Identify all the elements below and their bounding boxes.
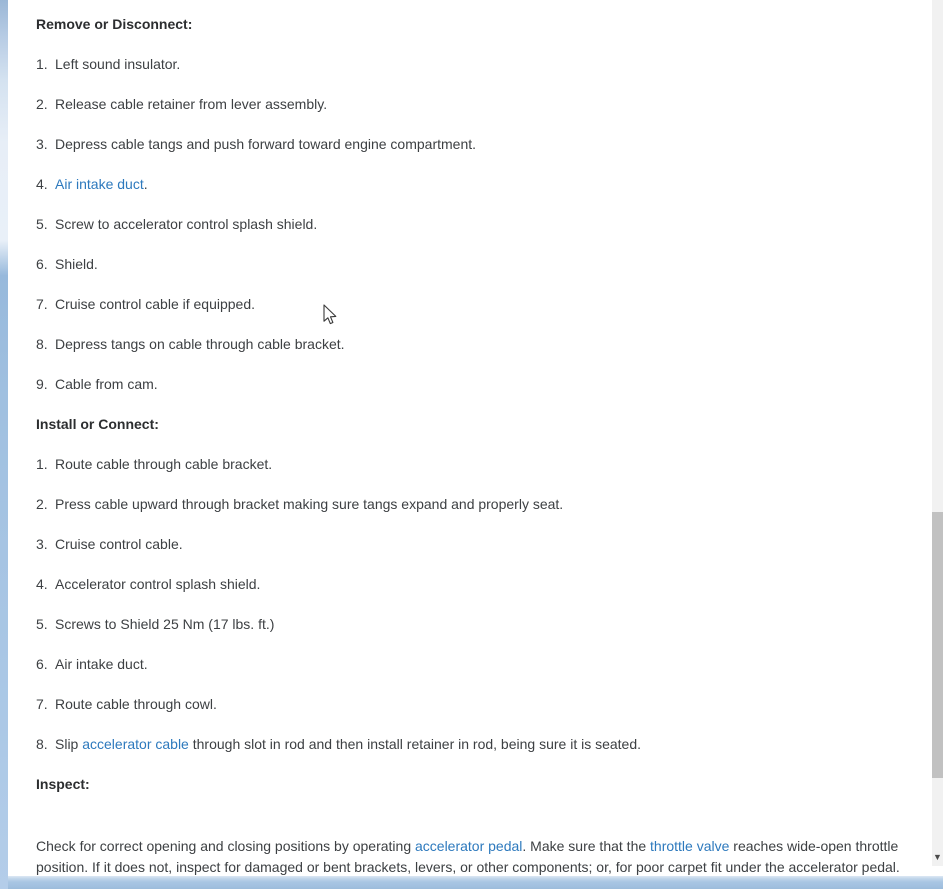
list-item-number: 4. [36, 576, 48, 592]
text-segment: Shield. [55, 256, 98, 272]
list-item-number: 1. [36, 456, 48, 472]
list-item [36, 364, 910, 404]
text-segment: Cruise control cable if equipped. [55, 296, 256, 312]
inline-link[interactable]: accelerator cable [82, 736, 189, 752]
text-segment: Cable from cam. [55, 376, 158, 392]
text-segment: Cruise control cable. [55, 536, 183, 552]
list-item [36, 84, 910, 124]
inspect-paragraph [36, 836, 910, 878]
section-heading: Install or Connect: [36, 416, 159, 432]
text-segment: Left sound insulator. [55, 56, 181, 72]
text-segment: Accelerator control splash shield. [55, 576, 261, 592]
inline-link[interactable]: Air intake duct [55, 176, 144, 192]
text-segment: Air intake duct. [55, 656, 148, 672]
list-item [36, 724, 910, 764]
scrollbar-track[interactable] [932, 0, 943, 866]
list-item [36, 164, 910, 204]
list-item [36, 444, 910, 484]
list-item-number: 2. [36, 96, 48, 112]
list-item-number: 8. [36, 336, 48, 352]
text-segment: Release cable retainer from lever assembly. [55, 96, 328, 112]
list-item-number: 9. [36, 376, 48, 392]
scroll-down-arrow-icon[interactable]: ▼ [933, 852, 942, 862]
text-segment: Depress cable tangs and push forward toward engine compartment. [55, 136, 477, 152]
list-item [36, 284, 910, 324]
list-item [36, 244, 910, 284]
bottom-border-band [0, 876, 943, 889]
list-item-number: 1. [36, 56, 48, 72]
list-item [36, 44, 910, 84]
document-body [8, 0, 932, 878]
list-item [36, 644, 910, 684]
text-segment: . Make sure that the [522, 838, 651, 854]
list-item-number: 6. [36, 656, 48, 672]
scrollbar-thumb[interactable] [932, 512, 943, 778]
text-segment: Depress tangs on cable through cable bracket. [55, 336, 345, 352]
text-segment: through slot in rod and then install retainer in rod, being sure it is seated. [188, 736, 642, 752]
background-edge-strip [0, 0, 8, 889]
document-page [8, 0, 932, 876]
list-item-number: 6. [36, 256, 48, 272]
text-segment: . [143, 176, 148, 192]
text-segment: Route cable through cowl. [55, 696, 217, 712]
list-item [36, 204, 910, 244]
list-item-number: 5. [36, 216, 48, 232]
list-item [36, 604, 910, 644]
list-item-number: 2. [36, 496, 48, 512]
inline-link[interactable]: throttle valve [650, 838, 730, 854]
list-item-number: 8. [36, 736, 48, 752]
list-item [36, 564, 910, 604]
text-segment: Slip [55, 736, 83, 752]
text-segment: Check for correct opening and closing positions by operating [36, 838, 415, 854]
text-segment: Route cable through cable bracket. [55, 456, 273, 472]
list-item-number: 7. [36, 296, 48, 312]
list-item [36, 684, 910, 724]
list-item [36, 324, 910, 364]
list-item [36, 124, 910, 164]
section-heading: Remove or Disconnect: [36, 16, 193, 32]
list-item-number: 3. [36, 136, 48, 152]
list-item-number: 7. [36, 696, 48, 712]
list-item-number: 4. [36, 176, 48, 192]
list-item [36, 524, 910, 564]
text-segment: Screws to Shield 25 Nm (17 lbs. ft.) [55, 616, 275, 632]
text-segment: Screw to accelerator control splash shield. [55, 216, 318, 232]
section-heading: Inspect: [36, 776, 90, 792]
list-item-number: 5. [36, 616, 48, 632]
list-item-number: 3. [36, 536, 48, 552]
list-item [36, 484, 910, 524]
text-segment: Press cable upward through bracket making sure tangs expand and properly seat. [55, 496, 564, 512]
text-segment: reaches wide-open throttle position. If it does not, inspect for damaged or bent brackets, levers, or other components; or, for poor carpet fit under the accelerator pedal. [36, 838, 900, 875]
inline-link[interactable]: accelerator pedal [415, 838, 523, 854]
